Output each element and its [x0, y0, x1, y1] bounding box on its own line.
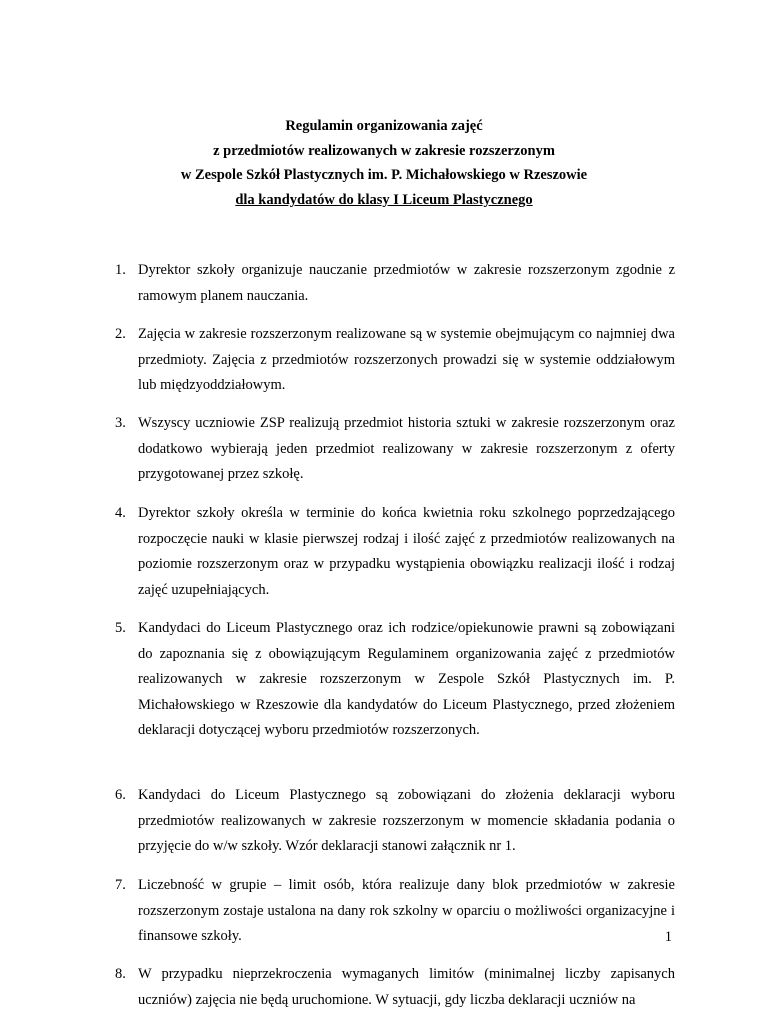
title-line-3: w Zespole Szkół Plastycznych im. P. Michałowskiego w Rzeszowie	[180, 167, 588, 184]
list-item	[115, 783, 675, 860]
title-line-1: Regulamin organizowania zajęć	[285, 118, 483, 134]
list-item	[115, 411, 675, 488]
item-text: Liczebność w grupie – limit osób, która realizuje dany blok przedmiotów w zakresie rozszerzonym zostaje ustalona na dany rok szkolny w oparciu o możliwości organizacyjne i finansowe szkoły.	[138, 877, 675, 944]
title-line-2: z przedmiotów realizowanych w zakresie rozszerzonym	[213, 142, 555, 159]
item-number: 3.	[115, 415, 126, 431]
list-item	[115, 616, 675, 744]
page-number: 1	[664, 929, 672, 945]
item-number: 8.	[115, 966, 126, 982]
item-number: 5.	[115, 620, 126, 636]
item-number: 4.	[115, 505, 126, 521]
item-number: 2.	[115, 326, 126, 342]
list-item	[115, 322, 675, 399]
item-text: Dyrektor szkoły określa w terminie do końca kwietnia roku szkolnego poprzedzającego rozpoczęcie nauki w klasie pierwszej rodzaj i ilość zajęć z przedmiotów realizowanych na poziomie rozszerzonym oraz w przypadku wystąpienia obowiązku realizacji ilość i rodzaj zajęć uzupełniających.	[138, 505, 675, 598]
list-item	[115, 258, 675, 309]
title-line-4: dla kandydatów do klasy I Liceum Plastycznego	[235, 192, 533, 209]
item-number: 6.	[115, 787, 126, 803]
item-text: Dyrektor szkoły organizuje nauczanie przedmiotów w zakresie rozszerzonym zgodnie z ramowym planem nauczania.	[138, 262, 675, 304]
item-text: Zajęcia w zakresie rozszerzonym realizowane są w systemie obejmującym co najmniej dwa przedmioty. Zajęcia z przedmiotów rozszerzonych prowadzi się w systemie oddziałowym lub międzyoddziałowym.	[138, 326, 675, 393]
list-item	[115, 873, 675, 950]
item-text: W przypadku nieprzekroczenia wymaganych limitów (minimalnej liczby zapisanych uczniów) zajęcia nie będą uruchomione. W sytuacji, gdy liczba deklaracji uczniów na	[138, 966, 675, 1008]
item-number: 7.	[115, 877, 126, 893]
item-text: Kandydaci do Liceum Plastycznego są zobowiązani do złożenia deklaracji wyboru przedmiotów realizowanych w zakresie rozszerzonym w momencie składania podania o przyjęcie do w/w szkoły. Wzór deklaracji stanowi załącznik nr 1.	[138, 787, 675, 854]
item-text: Wszyscy uczniowie ZSP realizują przedmiot historia sztuki w zakresie rozszerzonym oraz dodatkowo wybierają jeden przedmiot realizowany w zakresie rozszerzonym z oferty przygotowanej przez szkołę.	[138, 415, 675, 482]
list-item	[115, 501, 675, 603]
item-text: Kandydaci do Liceum Plastycznego oraz ich rodzice/opiekunowie prawni są zobowiązani do zapoznania się z obowiązującym Regulaminem organizowania zajęć z przedmiotów realizowanych w zakresie rozszerzonym w Zespole Szkół Plastycznych im. P. Michałowskiego w Rzeszowie dla kandydatów do Liceum Plastycznego, przed złożeniem deklaracji dotyczącej wyboru przedmiotów rozszerzonych.	[138, 620, 675, 738]
item-number: 1.	[115, 262, 126, 278]
list-item	[115, 962, 675, 1013]
